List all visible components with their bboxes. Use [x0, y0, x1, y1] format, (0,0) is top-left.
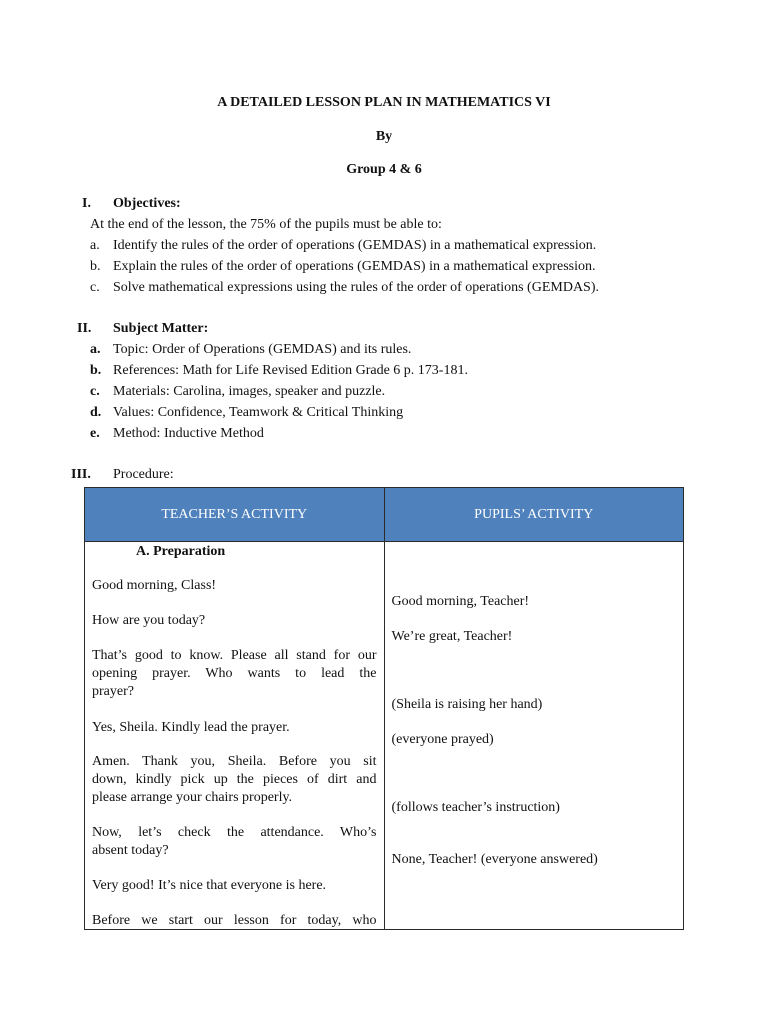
subject-marker: e. — [90, 426, 100, 441]
subject-matter-heading: Subject Matter: — [113, 321, 209, 336]
procedure-numeral: III. — [71, 467, 91, 482]
pupil-line: (everyone prayed) — [391, 732, 494, 747]
pupil-line: We’re great, Teacher! — [391, 629, 513, 644]
subject-marker: d. — [90, 405, 102, 420]
subject-marker: b. — [90, 363, 102, 378]
document-group: Group 4 & 6 — [346, 162, 422, 177]
teacher-line: prayer? — [92, 684, 134, 699]
document-by: By — [375, 129, 393, 144]
subject-matter-numeral: II. — [77, 321, 92, 336]
procedure-heading: Procedure: — [113, 467, 174, 482]
subject-item: Materials: Carolina, images, speaker and puzzle. — [113, 384, 386, 399]
teacher-activity-cell — [85, 542, 385, 930]
subject-item: Method: Inductive Method — [113, 426, 264, 441]
teacher-line: How are you today? — [92, 613, 206, 628]
teacher-line: opening prayer. Who wants to lead the — [92, 666, 377, 681]
pupil-line: (follows teacher’s instruction) — [391, 800, 560, 815]
teacher-line: Before we start our lesson for today, who — [92, 913, 377, 928]
teacher-line: Very good! It’s nice that everyone is here. — [92, 878, 327, 893]
document-title: A DETAILED LESSON PLAN IN MATHEMATICS VI — [217, 95, 551, 110]
objective-marker: c. — [90, 280, 100, 295]
objective-item: Solve mathematical expressions using the rules of the order of operations (GEMDAS). — [113, 280, 600, 295]
objective-item: Identify the rules of the order of operations (GEMDAS) in a mathematical expression. — [113, 238, 597, 253]
pupils-activity-cell — [384, 542, 684, 930]
objectives-numeral: I. — [82, 196, 91, 211]
procedure-table-row — [85, 542, 684, 930]
teacher-line: down, kindly pick up the pieces of dirt and — [92, 772, 377, 787]
subject-item: Values: Confidence, Teamwork & Critical Thinking — [113, 405, 404, 420]
subject-item: References: Math for Life Revised Edition Grade 6 p. 173-181. — [113, 363, 468, 378]
objectives-intro: At the end of the lesson, the 75% of the pupils must be able to: — [90, 217, 442, 232]
pupil-line: None, Teacher! (everyone answered) — [391, 852, 598, 867]
teacher-line: please arrange your chairs properly. — [92, 790, 293, 805]
procedure-table — [84, 487, 684, 930]
teacher-line: Good morning, Class! — [92, 578, 217, 593]
pupils-activity-header: PUPILS’ ACTIVITY — [384, 488, 684, 542]
teacher-line: Amen. Thank you, Sheila. Before you sit — [92, 754, 377, 769]
teacher-line: absent today? — [92, 843, 169, 858]
teacher-line: Now, let’s check the attendance. Who’s — [92, 825, 377, 840]
objective-item: Explain the rules of the order of operations (GEMDAS) in a mathematical expression. — [113, 259, 596, 274]
pupil-line: (Sheila is raising her hand) — [391, 697, 543, 712]
objective-marker: a. — [90, 238, 100, 253]
teacher-activity-header: TEACHER’S ACTIVITY — [85, 488, 385, 542]
teacher-line: That’s good to know. Please all stand for our — [92, 648, 377, 663]
subject-item: Topic: Order of Operations (GEMDAS) and its rules. — [113, 342, 412, 357]
pupil-line: Good morning, Teacher! — [391, 594, 530, 609]
objectives-heading: Objectives: — [113, 196, 181, 211]
subject-marker: a. — [90, 342, 101, 357]
section-heading: A. Preparation — [136, 544, 226, 559]
procedure-table-header-row — [85, 488, 684, 542]
teacher-line: Yes, Sheila. Kindly lead the prayer. — [92, 720, 290, 735]
objective-marker: b. — [90, 259, 101, 274]
subject-marker: c. — [90, 384, 100, 399]
